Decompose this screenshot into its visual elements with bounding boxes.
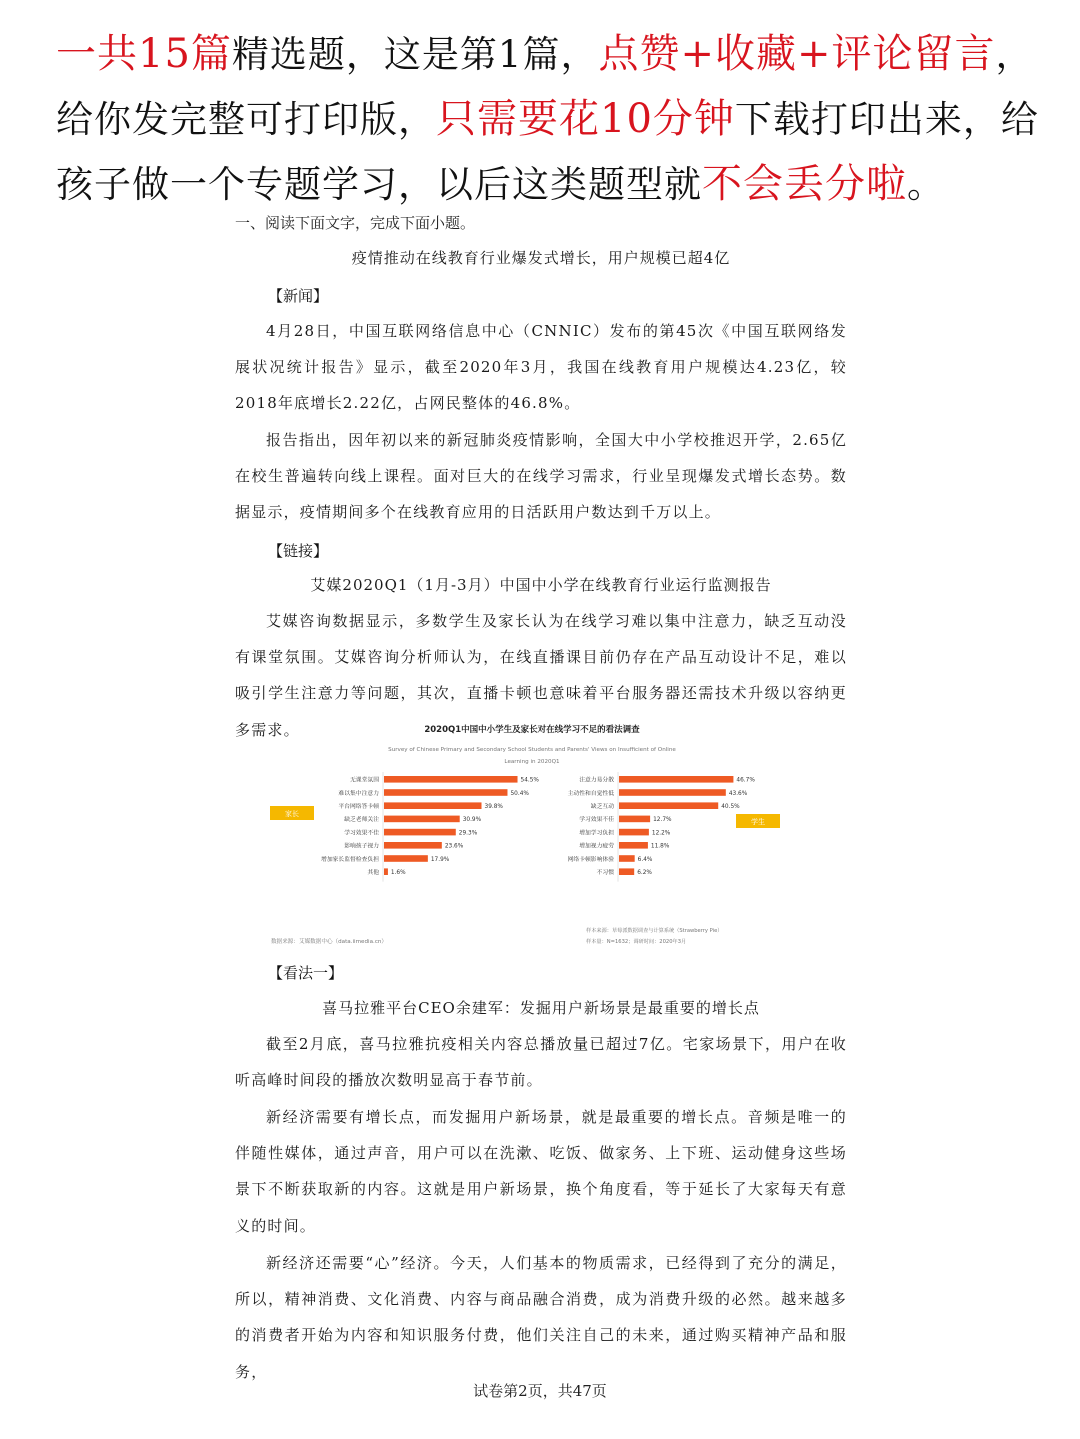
chart-bar	[619, 855, 635, 862]
chart-category-label: 增加视力疲劳	[579, 843, 614, 850]
chart-category-label: 增加学习负担	[579, 830, 614, 837]
banner-time: 只需要花10分钟	[436, 96, 735, 142]
chart-bar	[619, 829, 649, 836]
promo-banner	[56, 22, 1046, 217]
chart-data-label: 17.9%	[430, 856, 450, 863]
chart-bar	[619, 776, 733, 783]
chart-bar	[619, 789, 726, 796]
chart-category-label: 注意力易分散	[579, 777, 614, 784]
news-headline: 疫情推动在线教育行业爆发式增长，用户规模已超4亿	[351, 249, 731, 267]
news-paragraph-1: 4月28日，中国互联网络信息中心（CNNIC）发布的第45次《中国互联网络发展状况统计报告》显示，截至2020年3月，我国在线教育用户规模达4.23亿，较2018年底增长2.22亿，占网民整体的46.8%。	[235, 322, 847, 413]
chart-source-right-2: 样本量：N=1632；调研时间：2020年3月	[586, 939, 687, 945]
page-number: 试卷第2页，共47页	[473, 1382, 607, 1400]
link-title: 艾媒2020Q1（1月-3月）中国中小学在线教育行业运行监测报告	[310, 576, 772, 594]
banner-count: 一共15篇	[56, 31, 232, 77]
chart-bar	[384, 855, 428, 862]
chart-data-label: 1.6%	[390, 870, 406, 876]
chart-category-label: 学习效果不佳	[344, 830, 379, 837]
chart-bar	[384, 776, 518, 783]
chart-bar	[619, 868, 634, 875]
chart-data-label: 39.8%	[484, 804, 503, 810]
chart-source-right-1: 样本来源：草莓派数据调查与计算系统（Strawberry Pie）	[586, 928, 723, 934]
section-title: 一、阅读下面文字，完成下面小题。	[235, 214, 476, 232]
link-paragraph: 艾媒咨询数据显示，多数学生及家长认为在线学习难以集中注意力，缺乏互动没有课堂氛围。艾媒咨询分析师认为，在线直播课目前仍存在产品互动设计不足，难以吸引学生注意力等问题，其次，直播卡顿也意味着平台服务器还需技术升级以容纳更多需求。	[235, 612, 847, 739]
chart-data-label: 43.6%	[728, 790, 748, 797]
view-1-paragraph-2: 新经济需要有增长点，而发掘用户新场景，就是最重要的增长点。音频是唯一的伴随性媒体，通过声音，用户可以在洗漱、吃饭、做家务、上下班、运动健身这些场景下不断获取新的内容。这就是用户新场景，换个角度看，等于延长了大家每天有意义的时间。	[235, 1108, 847, 1235]
chart-data-label: 11.8%	[650, 843, 670, 850]
chart-bar	[619, 816, 650, 823]
view-1-paragraph-1: 截至2月底，喜马拉雅抗疫相关内容总播放量已超过7亿。宅家场景下，用户在收听高峰时间段的播放次数明显高于春节前。	[235, 1035, 847, 1090]
chart-source-left: 数据来源：艾媒数据中心（data.iimedia.cn）	[271, 939, 388, 945]
chart-bar	[384, 816, 460, 823]
view-1-title: 喜马拉雅平台CEO余建军：发掘用户新场景是最重要的增长点	[322, 999, 760, 1017]
chart-category-label: 不习惯	[596, 870, 614, 876]
tag-link: 【链接】	[268, 542, 329, 560]
banner-call-to-action: 点赞+收藏+评论留言	[598, 31, 996, 77]
chart-data-label: 23.6%	[444, 843, 464, 850]
chart-bar	[384, 802, 482, 809]
chart-category-label: 无课堂氛围	[350, 777, 379, 784]
chart-data-label: 46.7%	[736, 777, 755, 784]
chart-subtitle-en-1: Survey of Chinese Primary and Secondary School Students and Parents' Views on Insufficient of Online	[388, 747, 676, 753]
tag-news: 【新闻】	[268, 287, 329, 305]
chart-category-label: 平台网络答卡顿	[338, 804, 379, 810]
banner-text-3: 下载打印出来，给孩子做一个专题学习，以后这类题型就	[56, 98, 1039, 206]
banner-promise: 不会丢分啦	[702, 161, 907, 207]
chart-title: 2020Q1中国中小学生及家长对在线学习不足的看法调查	[424, 725, 640, 735]
chart-category-label: 主动性和自觉性低	[567, 790, 614, 797]
chart-category-label: 学习效果不佳	[579, 817, 614, 824]
chart-category-label: 网络卡顿影响体验	[567, 856, 614, 863]
chart-bar	[384, 789, 507, 796]
news-paragraph-2: 报告指出，因年初以来的新冠肺炎疫情影响，全国大中小学校推迟开学，2.65亿在校生普遍转向线上课程。面对巨大的在线学习需求，行业呈现爆发式增长态势。数据显示，疫情期间多个在线教育应用的日活跃用户数达到千万以上。	[235, 431, 847, 522]
chart-bar	[619, 802, 718, 809]
chart-data-label: 12.7%	[653, 817, 672, 824]
chart-category-label: 增加家长监督检查负担	[321, 856, 379, 863]
view-1-paragraph-3: 新经济还需要“心”经济。今天，人们基本的物质需求，已经得到了充分的满足，所以，精神消费、文化消费、内容与商品融合消费，成为消费升级的必然。越来越多的消费者开始为内容和知识服务付费，他们关注自己的未来，通过购买精神产品和服务，	[235, 1254, 847, 1381]
chart-category-label: 缺乏互动	[590, 804, 614, 810]
chart-category-label: 难以集中注意力	[338, 790, 379, 797]
chart-data-label: 40.5%	[721, 804, 740, 810]
chart-bar	[384, 829, 456, 836]
banner-text-2: ，给你发完整可打印版，	[56, 33, 1034, 141]
chart-category-label: 影响孩子视力	[344, 843, 379, 850]
chart-bar	[384, 842, 442, 849]
chart-data-label: 12.2%	[651, 830, 671, 837]
chart-data-label: 30.9%	[462, 817, 482, 824]
tag-view-1: 【看法一】	[268, 964, 344, 982]
chart-legend-label-parents: 家长	[285, 810, 299, 818]
chart-legend-label-students: 学生	[751, 818, 765, 826]
banner-text-4: 。	[907, 163, 945, 206]
chart-data-label: 6.4%	[637, 856, 653, 863]
chart-category-label: 缺乏老师关注	[344, 817, 379, 824]
banner-text-1: 精选题，这是第1篇，	[231, 33, 599, 76]
chart-bar	[384, 868, 388, 875]
chart-data-label: 50.4%	[510, 790, 529, 797]
chart-bar	[619, 842, 648, 849]
chart-category-label: 其他	[367, 870, 379, 876]
chart-subtitle-en-2: Learning in 2020Q1	[504, 759, 560, 765]
chart-data-label: 29.3%	[458, 830, 478, 837]
chart-data-label: 6.2%	[637, 870, 652, 876]
chart-data-label: 54.5%	[520, 777, 539, 784]
survey-chart	[268, 718, 796, 950]
